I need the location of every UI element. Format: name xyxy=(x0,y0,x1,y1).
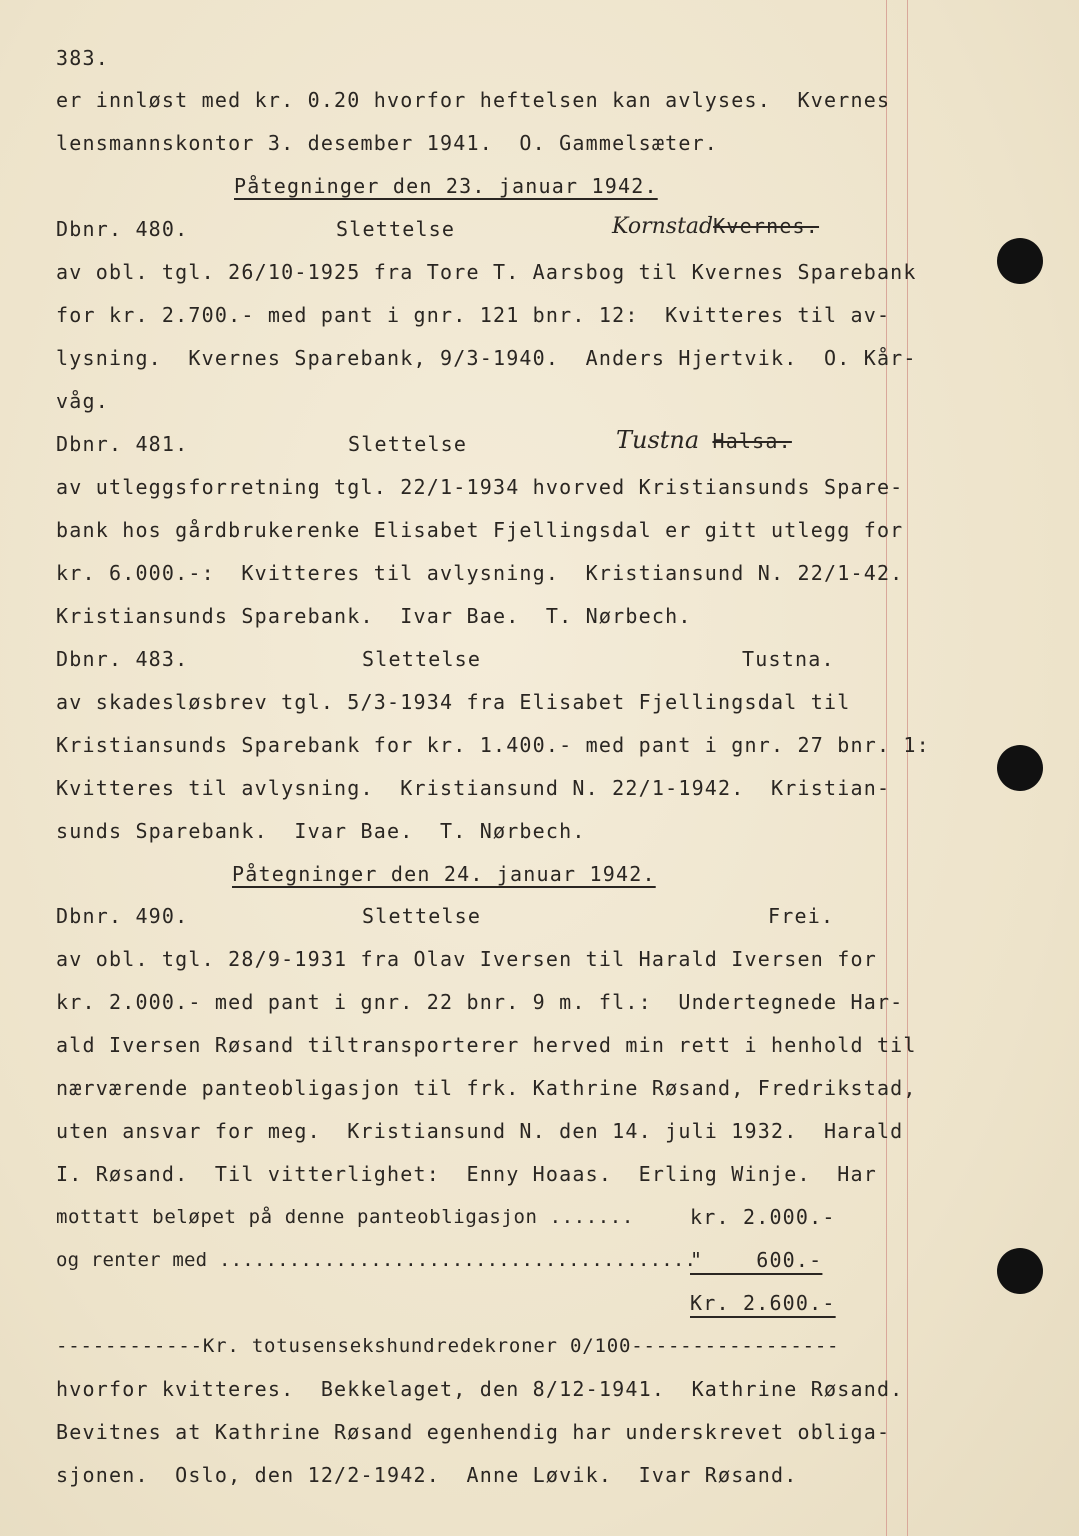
entry-type: Slettelse xyxy=(336,217,456,241)
dbnr-label: Dbnr. 481. xyxy=(56,432,189,456)
margin-line-right xyxy=(907,0,908,1536)
text-line: for kr. 2.700.- med pant i gnr. 121 bnr. 12: Kvitteres til av- xyxy=(56,303,891,327)
page-number: 383. xyxy=(56,46,109,70)
place-cell xyxy=(616,428,792,453)
total-value: Kr. 2.600.- xyxy=(690,1291,836,1315)
place: Frei. xyxy=(768,904,835,928)
handwritten-place: Tustna xyxy=(616,426,700,454)
entry-type: Slettelse xyxy=(362,647,482,671)
text-line: lysning. Kvernes Sparebank, 9/3-1940. Anders Hjertvik. O. Kår- xyxy=(56,346,917,370)
place: Tustna. xyxy=(742,647,835,671)
section-heading: Påtegninger den 23. januar 1942. xyxy=(234,174,658,198)
text-line: sjonen. Oslo, den 12/2-1942. Anne Løvik. Ivar Røsand. xyxy=(56,1463,798,1487)
text-line: I. Røsand. Til vitterlighet: Enny Hoaas. Erling Winje. Har xyxy=(56,1162,877,1186)
text-line: av utleggsforretning tgl. 22/1-1934 hvorved Kristiansunds Spare- xyxy=(56,475,904,499)
text-line: ald Iversen Røsand tiltransporterer herved min rett i henhold til xyxy=(56,1033,917,1057)
margin-line-left xyxy=(886,0,887,1536)
dbnr-label: Dbnr. 483. xyxy=(56,647,189,671)
place-cell xyxy=(612,214,819,239)
text-line: av obl. tgl. 28/9-1931 fra Olav Iversen til Harald Iversen for xyxy=(56,947,877,971)
text-line: kr. 2.000.- med pant i gnr. 22 bnr. 9 m. fl.: Undertegnede Har- xyxy=(56,990,904,1014)
amount-in-words: ------------Kr. totusensekshundredekroner 0/100----------------- xyxy=(56,1335,840,1357)
text-line: av skadesløsbrev tgl. 5/3-1934 fra Elisabet Fjellingsdal til xyxy=(56,690,851,714)
handwritten-place: Kornstad xyxy=(612,214,714,239)
sum-value: kr. 2.000.- xyxy=(690,1205,836,1229)
punch-hole-bottom xyxy=(997,1248,1043,1294)
text-line: bank hos gårdbrukerenke Elisabet Fjellingsdal er gitt utlegg for xyxy=(56,518,904,542)
text-line: hvorfor kvitteres. Bekkelaget, den 8/12-1941. Kathrine Røsand. xyxy=(56,1377,904,1401)
sum-label: og renter med ......................................... xyxy=(56,1249,697,1271)
entry-type: Slettelse xyxy=(348,432,468,456)
text-line: kr. 6.000.-: Kvitteres til avlysning. Kristiansund N. 22/1-42. xyxy=(56,561,904,585)
dbnr-label: Dbnr. 480. xyxy=(56,217,189,241)
text-line: våg. xyxy=(56,389,109,413)
text-line: sunds Sparebank. Ivar Bae. T. Nørbech. xyxy=(56,819,586,843)
sum-value: " 600.- xyxy=(690,1248,823,1272)
text-line: Kristiansunds Sparebank. Ivar Bae. T. Nørbech. xyxy=(56,604,692,628)
text-line: av obl. tgl. 26/10-1925 fra Tore T. Aarsbog til Kvernes Sparebank xyxy=(56,260,917,284)
dbnr-label: Dbnr. 490. xyxy=(56,904,189,928)
section-heading: Påtegninger den 24. januar 1942. xyxy=(232,862,656,886)
text-line: Kvitteres til avlysning. Kristiansund N. 22/1-1942. Kristian- xyxy=(56,776,891,800)
text-line: nærværende panteobligasjon til frk. Kathrine Røsand, Fredrikstad, xyxy=(56,1076,917,1100)
struck-place: Halsa. xyxy=(712,429,792,453)
punch-hole-top xyxy=(997,238,1043,284)
text-line: er innløst med kr. 0.20 hvorfor heftelsen kan avlyses. Kvernes xyxy=(56,88,891,112)
text-line: uten ansvar for meg. Kristiansund N. den 14. juli 1932. Harald xyxy=(56,1119,904,1143)
text-line: Kristiansunds Sparebank for kr. 1.400.- med pant i gnr. 27 bnr. 1: xyxy=(56,733,930,757)
struck-place: Kvernes. xyxy=(713,214,820,238)
text-line: Bevitnes at Kathrine Røsand egenhendig har underskrevet obliga- xyxy=(56,1420,891,1444)
text-line: lensmannskontor 3. desember 1941. O. Gammelsæter. xyxy=(56,131,719,155)
punch-hole-middle xyxy=(997,745,1043,791)
sum-label: mottatt beløpet på denne panteobligasjon ....... xyxy=(56,1206,634,1228)
entry-type: Slettelse xyxy=(362,904,482,928)
